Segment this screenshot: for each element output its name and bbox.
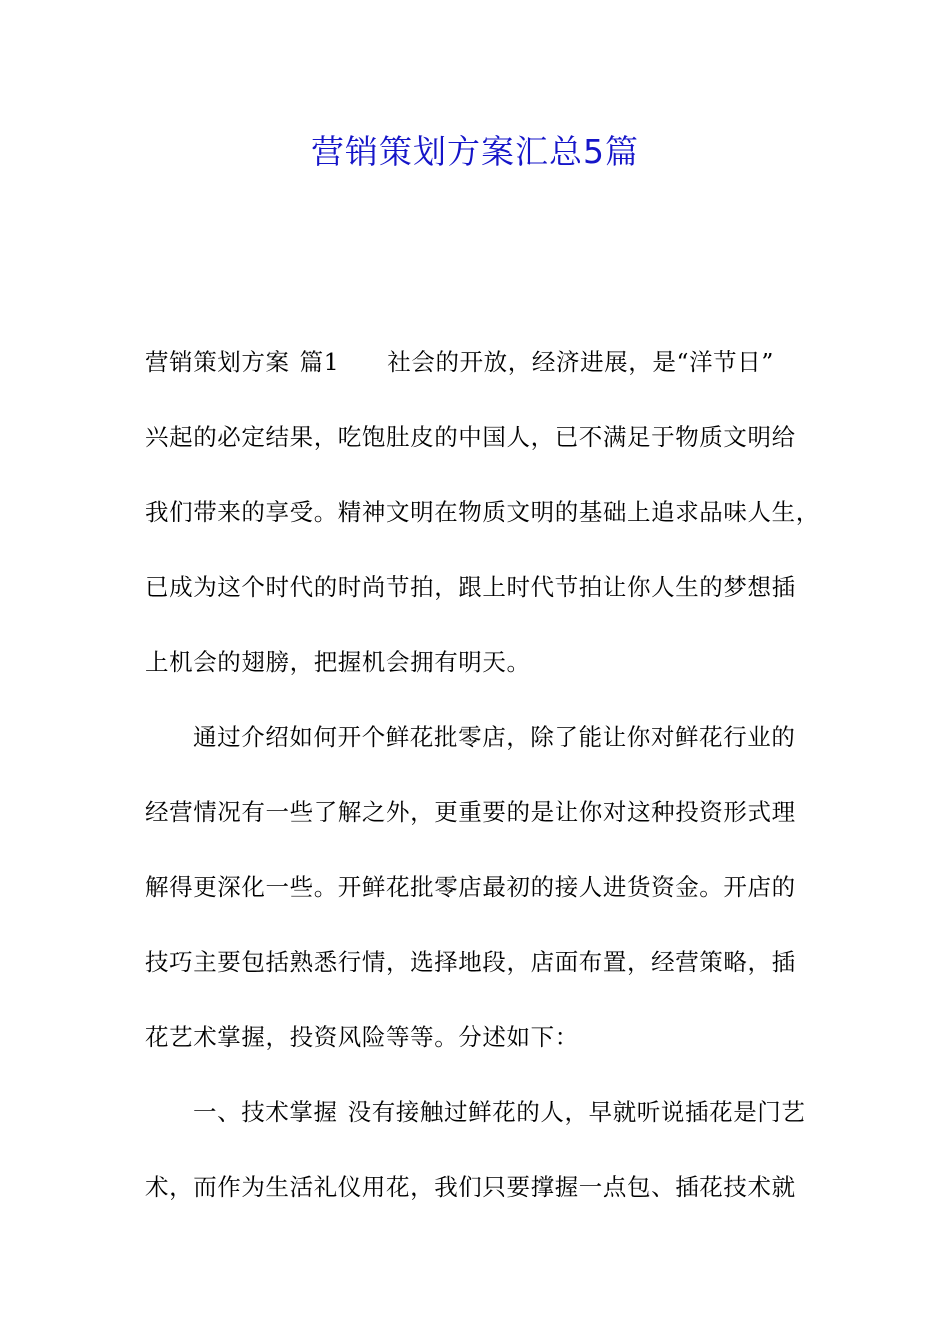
paragraph-line: 技巧主要包括熟悉行情，选择地段，店面布置，经营策略，插 <box>145 948 796 976</box>
paragraph-line: 上机会的翅膀，把握机会拥有明天。 <box>145 648 531 676</box>
paragraph-line: 经营情况有一些了解之外，更重要的是让你对这种投资形式理 <box>145 798 796 826</box>
paragraph-line: 术，而作为生活礼仪用花，我们只要撑握一点包、插花技术就 <box>145 1173 796 1201</box>
paragraph-line <box>145 342 774 382</box>
paragraph-text: 没有接触过鲜花的人，早就听说插花是门艺 <box>347 1098 806 1126</box>
paragraph-line: 我们带来的享受。精神文明在物质文明的基础上追求品味人生， <box>145 498 820 526</box>
paragraph-line: 花艺术掌握，投资风险等等。分述如下： <box>145 1023 579 1051</box>
document-title: 营销策划方案汇总5篇 <box>311 132 639 171</box>
subsection-heading: 一、技术掌握 <box>193 1098 338 1126</box>
paragraph-line: 解得更深化一些。开鲜花批零店最初的接人进货资金。开店的 <box>145 873 796 901</box>
paragraph-line: 已成为这个时代的时尚节拍，跟上时代节拍让你人生的梦想插 <box>145 573 796 601</box>
paragraph-text: 社会的开放，经济进展，是“洋节日” <box>387 348 774 376</box>
paragraph-line: 兴起的必定结果，吃饱肚皮的中国人，已不满足于物质文明给 <box>145 423 796 451</box>
paragraph-line <box>193 1092 806 1132</box>
paragraph-line: 通过介绍如何开个鲜花批零店，除了能让你对鲜花行业的 <box>193 723 796 751</box>
section-label: 营销策划方案 <box>145 348 290 376</box>
section-number: 篇1 <box>299 348 340 376</box>
